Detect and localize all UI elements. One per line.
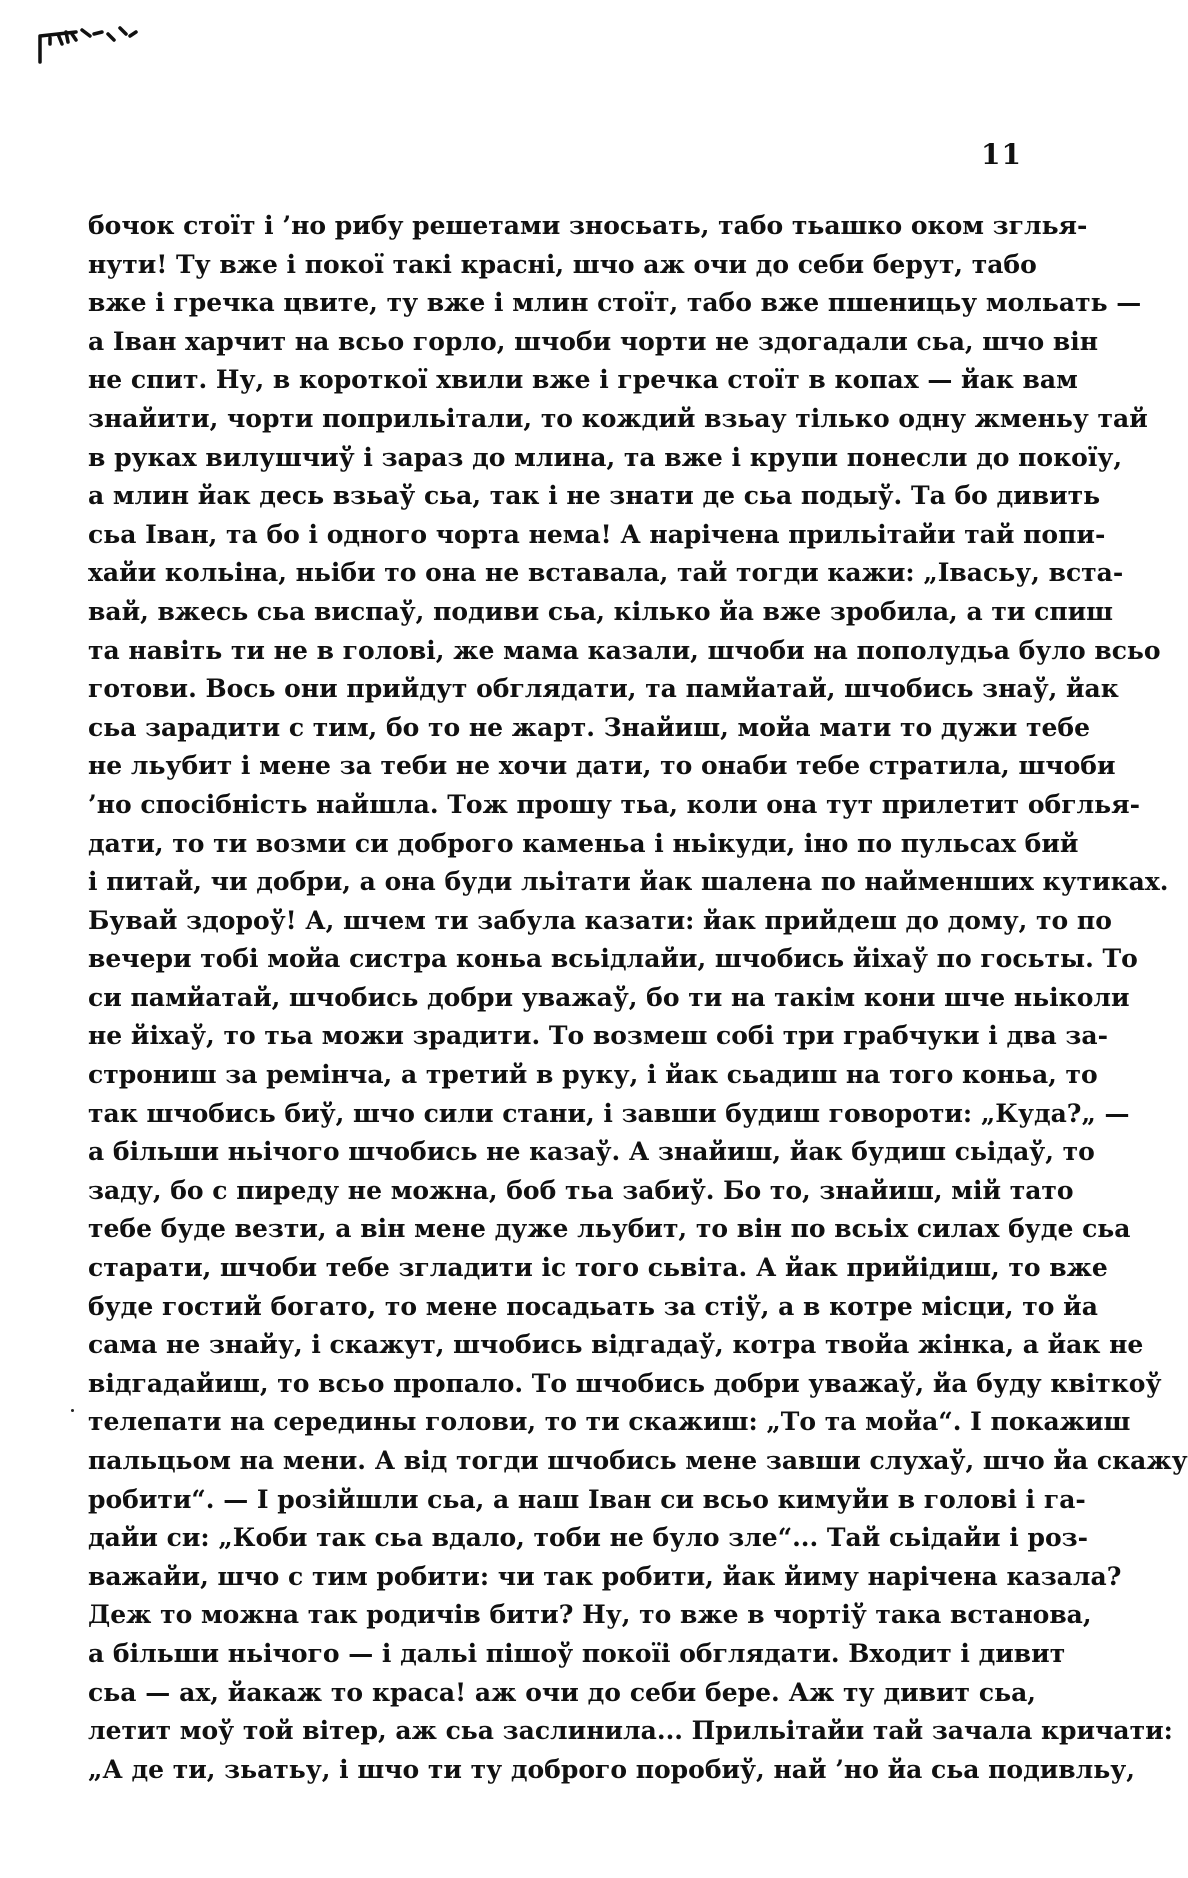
text-line: летит моў той вітер, аж сьа заслинила... Прильітайи тай зачала кричати: xyxy=(88,1716,1173,1746)
text-line: пальцьом на мени. А від тогди шчобись мене завши слухаў, шчо йа скажу xyxy=(88,1446,1188,1475)
text-line: так шчобись биў, шчо сили стани, і завши будиш говороти: „Куда?„ — xyxy=(88,1098,1130,1128)
text-line: буде гостий богато, то мене посадьать за стіў, а в котре місци, то йа xyxy=(88,1291,1098,1321)
corner-ink-mark xyxy=(36,22,176,64)
text-line: сьа зарадити с тим, бо то не жарт. Знайиш, мойа мати то дужи тебе xyxy=(88,712,1090,742)
text-line: сьа — ах, йакаж то краса! аж очи до себи бере. Аж ту дивит сьа, xyxy=(88,1677,1036,1707)
text-line: відгадайиш, то всьо пропало. То шчобись добри уважаў, йа буду квіткоў xyxy=(88,1368,1162,1398)
text-line: бочок стоїт і ’но рибу решетами зносьать, табо тьашко оком зглья- xyxy=(88,211,1088,240)
text-line: вай, вжесь сьа виспаў, подиви сьа, кілько йа вже зробила, а ти спиш xyxy=(88,596,1114,626)
text-line: важайи, шчо с тим робити: чи так робити, йак йиму нарічена казала? xyxy=(88,1561,1122,1591)
text-line: нути! Ту вже і покої такі красні, шчо аж очи до себи берут, табо xyxy=(88,249,1037,279)
text-line: Бувай здороў! А, шчем ти забула казати: йак прийдеш до дому, то по xyxy=(88,905,1112,935)
text-line: не спит. Ну, в короткої хвили вже і гречка стоїт в копах — йак вам xyxy=(88,365,1078,395)
ink-speck xyxy=(71,1409,74,1412)
text-line: телепати на середины голови, то ти скажиш: „То та мойа“. І покажиш xyxy=(88,1407,1131,1437)
text-line: сама не знайу, і скажут, шчобись відгадаў, котра твойа жінка, а йак не xyxy=(88,1330,1144,1360)
text-line: а більши ньічого шчобись не казаў. А знайиш, йак будиш сьідаў, то xyxy=(88,1137,1095,1167)
text-line: а Іван харчит на всьо горло, шчоби чорти не здогадали сьа, шчо він xyxy=(88,326,1099,356)
text-line: ’но спосібніcть найшла. Тож прошу тьа, коли она тут прилетит обглья- xyxy=(88,789,1140,819)
text-line: старати, шчоби тебе згладити іс того сьвіта. А йак прийідиш, то вже xyxy=(88,1253,1108,1283)
text-line: хайи кольіна, ньіби то она не вставала, тай тогди кажи: „Івасьу, вста- xyxy=(88,558,1124,588)
text-line: заду, бо с пиреду не можна, боб тьа забиў. Бо то, знайиш, мій тато xyxy=(88,1175,1074,1205)
text-line: в руках вилушчиў і зараз до млина, та вже і крупи понесли до покоїу, xyxy=(88,442,1123,472)
text-line: знайити, чорти поприльітали, то кождий взьау тілько одну жменьу тай xyxy=(88,403,1148,433)
text-line: готови. Вось они прийдут обглядати, та памйатай, шчобись знаў, йак xyxy=(88,674,1119,704)
body-text xyxy=(88,207,1188,1789)
text-line: і питай, чи добри, а она буди льітати йак шалена по найменших кутиках. xyxy=(88,867,1169,897)
text-line: си памйатай, шчобись добри уважаў, бо ти на такім кони шче ньіколи xyxy=(88,982,1130,1012)
text-line: вже і гречка цвите, ту вже і млин стоїт, табо вже пшеницьу мольать — xyxy=(88,288,1142,318)
text-line: та навіть ти не в голові, же мама казали, шчоби на пополудьа було всьо xyxy=(88,635,1161,665)
text-line: сьа Іван, та бо і одного чорта нема! А нарічена прильітайи тай попи- xyxy=(88,519,1106,549)
text-line: вечери тобі мойа систра коньа всьідлайи, шчобись йіхаў по госьты. То xyxy=(88,944,1138,974)
text-line: дайи си: „Коби так сьа вдало, тоби не було зле“... Тай сьідайи і роз- xyxy=(88,1523,1088,1553)
text-line: робити“. — І розійшли сьа, а наш Іван си всьо кимуйи в голові і га- xyxy=(88,1484,1086,1514)
text-line: не льубит і мене за теби не хочи дати, то онаби тебе стратила, шчоби xyxy=(88,751,1116,781)
text-line: а більши ньічого — і дальі пішоў покоїі обглядати. Входит і дивит xyxy=(88,1638,1066,1668)
text-line: а млин йак десь взьаў сьа, так і не знати де сьа подыў. Та бо дивить xyxy=(88,481,1101,511)
text-line: дати, то ти возми си доброго каменьа і ньікуди, іно по пульсах бий xyxy=(88,828,1079,858)
text-line: не йіхаў, то тьа можи зрадити. То возмеш собі три грабчуки і два за- xyxy=(88,1021,1108,1051)
text-line: тебе буде везти, а він мене дуже льубит, то він по всьіх силах буде сьа xyxy=(88,1214,1131,1244)
text-line: Деж то можна так родичів бити? Ну, то вже в чортіў така встанова, xyxy=(88,1600,1092,1630)
text-line: строниш за ремінча, а третий в руку, і йак сьадиш на того коньа, то xyxy=(88,1060,1098,1090)
page-number: 11 xyxy=(981,138,1022,171)
text-line: „А де ти, зьатьу, і шчо ти ту доброго поробиў, най ’но йа сьа подивльу, xyxy=(88,1754,1135,1784)
